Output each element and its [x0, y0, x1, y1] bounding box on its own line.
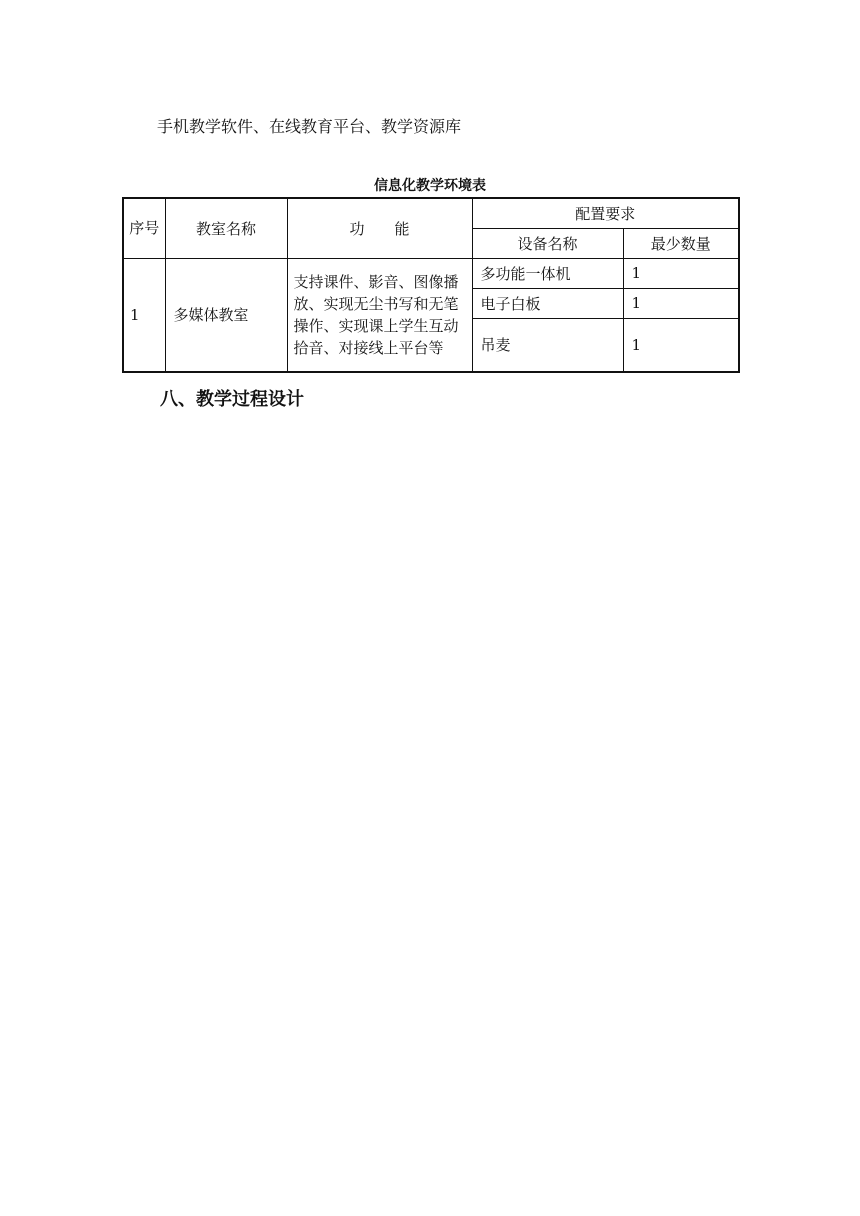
device-qty: 1: [623, 318, 739, 372]
device-name: 多功能一体机: [472, 258, 623, 288]
row-function: 支持课件、影音、图像播放、实现无尘书写和无笔操作、实现课上学生互动拾音、对接线上平台等: [287, 258, 472, 372]
table-row: [123, 258, 739, 288]
section-heading: 八、教学过程设计: [160, 389, 304, 410]
device-qty: 1: [623, 288, 739, 318]
environment-table: [122, 197, 740, 373]
header-function: 功 能: [287, 198, 472, 258]
device-name: 电子白板: [472, 288, 623, 318]
header-seq: 序号: [123, 198, 165, 258]
row-seq: 1: [123, 258, 165, 372]
device-qty: 1: [623, 258, 739, 288]
device-name: 吊麦: [472, 318, 623, 372]
intro-text: 手机教学软件、在线教育平台、教学资源库: [157, 117, 462, 136]
row-room: 多媒体教室: [165, 258, 287, 372]
header-room: 教室名称: [165, 198, 287, 258]
header-config: 配置要求: [472, 198, 739, 228]
header-device: 设备名称: [472, 228, 623, 258]
table-title: 信息化教学环境表: [374, 178, 486, 194]
header-min-qty: 最少数量: [623, 228, 739, 258]
